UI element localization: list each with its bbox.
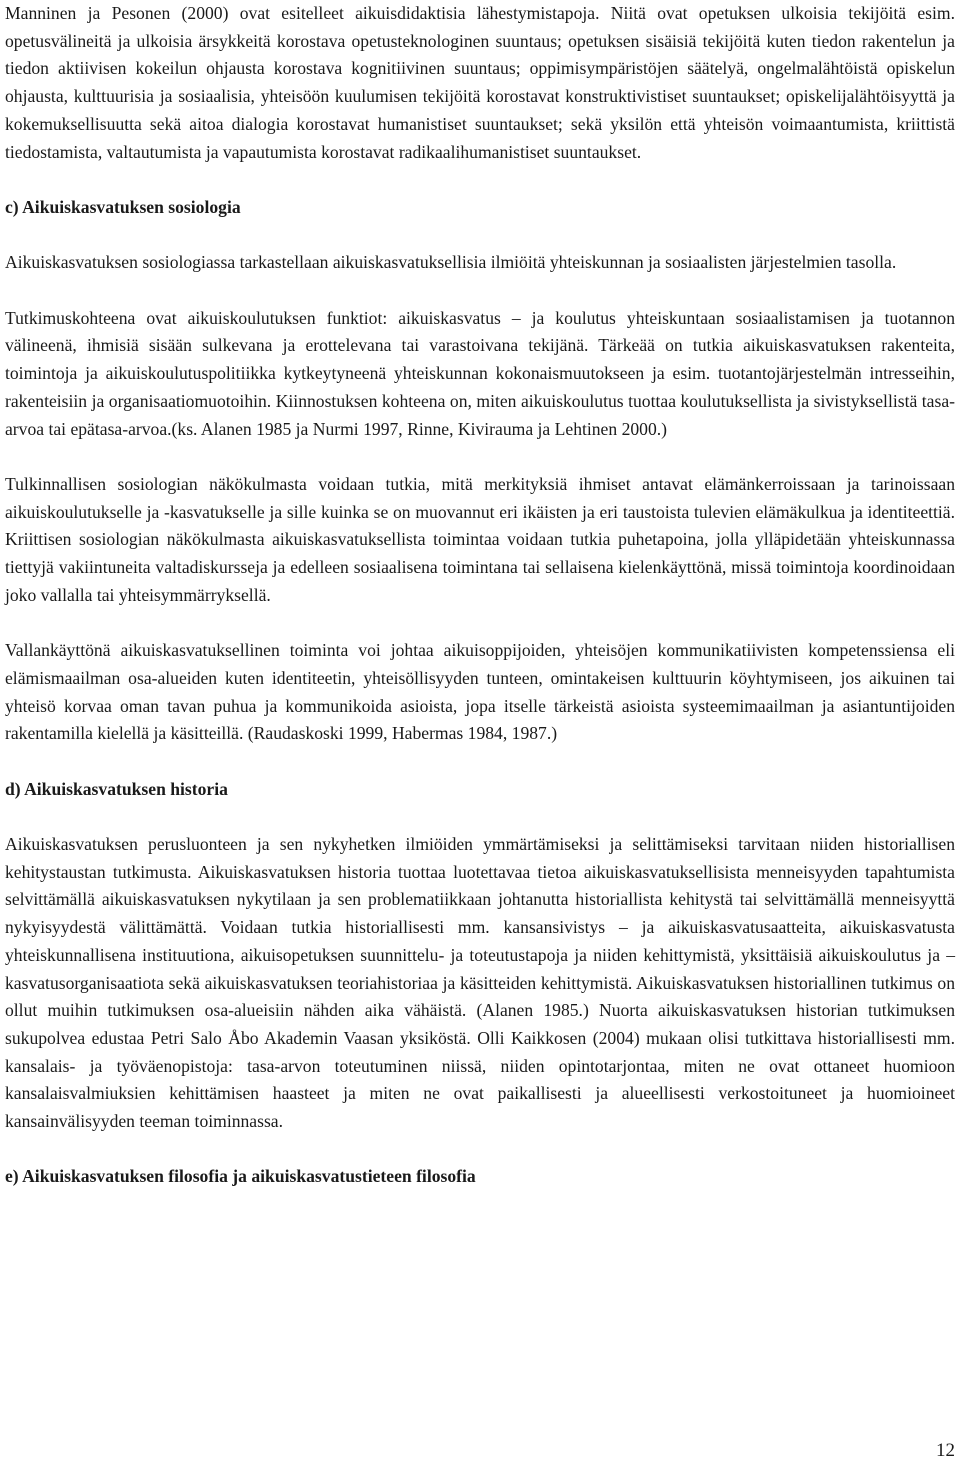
page-number: 12: [936, 1440, 955, 1461]
intro-paragraph: Manninen ja Pesonen (2000) ovat esitelleet aikuisdidaktisia lähestymistapoja. Niitä ovat opetuksen ulkoisia tekijöitä esim. opetusvälineitä ja ulkoisia ärsykkeitä korostava opetusteknologinen suuntaus; opetuksen sisäisiä tekijöitä kuten tiedon rakentelun ja tiedon aktiivisen kokeilun ohjausta korostava kognitiivinen suuntaus; oppimisympäristöjen säätelyä, ongelmalähtöistä opiskelun ohjausta, kulttuurisia ja sosiaalisia, yhteisöön kuulumisen tekijöitä korostavat konstruktivistiset suuntaukset; opiskelijalähtöisyyttä ja kokemuksellisuutta sekä aitoa dialogia korostavat humanistiset suuntaukset; sekä yksilön että yhteisön voimaantumista, kriittistä tiedostamista, valtautumista ja vapautumista korostavat radikaalihumanistiset suuntaukset.: [5, 3, 955, 162]
section-heading-philosophy: e) Aikuiskasvatuksen filosofia ja aikuiskasvatustieteen filosofia: [5, 1166, 476, 1187]
sociology-paragraph-4: Vallankäyttönä aikuiskasvatuksellinen toiminta voi johtaa aikuisoppijoiden, yhteisöjen kommunikatiivisten kompetenssiensa eli elämismaailman osa-alueiden kuten identiteetin, yhteisöllisyyden tunteen, omintakeisen kulttuurin köyhtymiseen, jos aikuinen tai yhteisö korvaa oman tavan puhua ja kommunikoida asioista, jopa itselle tärkeistä asioista systeemimaailman ja asiantuntijoiden rakentamilla kielellä ja käsitteillä. (Raudaskoski 1999, Habermas 1984, 1987.): [5, 640, 955, 744]
section-heading-sociology: c) Aikuiskasvatuksen sosiologia: [5, 196, 241, 217]
sociology-paragraph-2: Tutkimuskohteena ovat aikuiskoulutuksen funktiot: aikuiskasvatus – ja koulutus yhteiskuntaan sosiaalistamisen ja tuotannon välineenä, ihmisiä sisään sulkevana ja erottelevana tai varastoivana tekijänä. Tärkeää on tutkia aikuiskasvatuksen rakenteita, toimintoja ja aikuiskoulutuspolitiikka kytkeytyneenä yhteiskunnan kokonaismuutokseen ja esim. tuotantojärjestelmän intresseihin, rakenteisiin ja organisaatiomuotoihin. Kiinnostuksen kohteena on, miten aikuiskoulutus tuottaa koulutuksellista ja sivistyksellistä tasa-arvoa tai epätasa-arvoa.(ks. Alanen 1985 ja Nurmi 1997, Rinne, Kivirauma ja Lehtinen 2000.): [5, 307, 955, 439]
sociology-paragraph-3: Tulkinnallisen sosiologian näkökulmasta voidaan tutkia, mitä merkityksiä ihmiset antavat elämänkerroissaan ja tarinoissaan aikuiskoulutukselle ja -kasvatukselle ja sille kuinka se on muovannut eri ikäisten ja eri taustoista tulevien elämäkulkua ja identiteettiä. Kriittisen sosiologian näkökulmasta aikuiskasvatuksellista toimintaa voidaan tutkia puhetapoina, jolla ylläpidetään yhteiskunnassa tiettyjä vakiintuneita valtadiskursseja ja edelleen sosiaalisena toimintana tai sellaisena kielenkäyttönä, missä toimintoja koordinoidaan joko vallalla tai yhteisymmärryksellä.: [5, 473, 955, 605]
history-paragraph: Aikuiskasvatuksen perusluonteen ja sen nykyhetken ilmiöiden ymmärtämiseksi ja selittämiseksi tarvitaan niiden historiallisen kehitystaustan tutkimusta. Aikuiskasvatuksen historia tuottaa luotettavaa tietoa aikuiskasvatuksellisista menneisyyden tapahtumista selvittämällä aikuiskasvatuksen nykytilaan ja sen problematiikkaan johtanutta historiallista kehitystä tai selvittämällä menneisyyttä nykyisyydestä välittämättä. Voidaan tutkia historiallisesti mm. kansansivistys – ja aikuiskasvatusaatteita, aikuiskasvatusta yhteiskunnallisena instituutiona, aikuisopetuksen suunnittelu- ja toteutustapoja ja niiden kehittymistä, yksittäisiä aikuiskoulutus ja – kasvatusorganisaatiota sekä aikuiskasvatuksen teoriahistoriaa ja käsitteiden kehittymistä. Aikuiskasvatuksen historiallinen tutkimus on ollut muihin tutkimuksen osa-alueisiin nähden aika vähäistä. (Alanen 1985.) Nuorta aikuiskasvatuksen historian tutkimuksen sukupolvea edustaa Petri Salo Åbo Akademin Vaasan yksiköstä. Olli Kaikkosen (2004) mukaan olisi tutkittava historiallisesti mm. kansalais- ja työväenopistoja: tasa-arvon toteutuminen niissä, niiden opintotarjontaa, miten ne ovat ottaneet huomioon kansalaisvalmiuksien kehittämisen haasteet ja miten ne ovat paikallisesti ja alueellisesti verkostoituneet ja huomioineet kansainvälisyyden teeman toiminnassa.: [5, 833, 955, 1132]
section-heading-history: d) Aikuiskasvatuksen historia: [5, 778, 228, 799]
sociology-paragraph-1: Aikuiskasvatuksen sosiologiassa tarkastellaan aikuiskasvatuksellisia ilmiöitä yhteiskunnan ja sosiaalisten järjestelmien tasolla.: [5, 252, 897, 273]
document-page: [5, 0, 955, 1191]
